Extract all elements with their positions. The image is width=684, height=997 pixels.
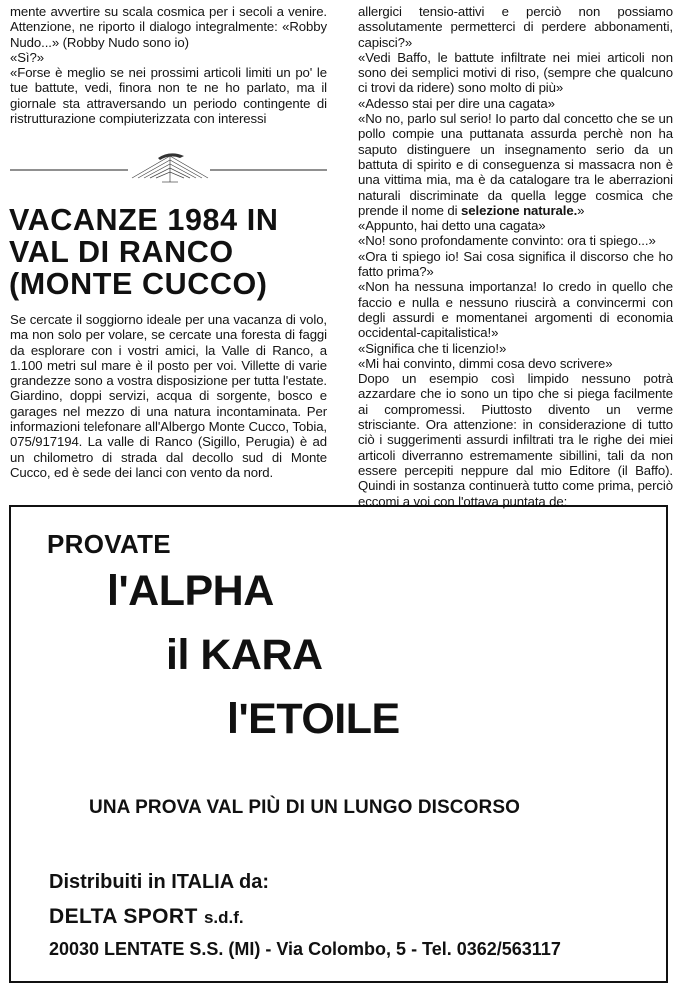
ad-brand-alpha: l'ALPHA bbox=[107, 567, 274, 615]
article-headline bbox=[9, 204, 329, 300]
article-paragraph: «Ora ti spiego io! Sai cosa significa il discorso che ho fatto prima?» bbox=[358, 248, 673, 280]
ad-distributor-label: Distribuiti in ITALIA da: bbox=[49, 871, 269, 893]
ad-address: 20030 LENTATE S.S. (MI) - Via Colombo, 5 - Tel. 0362/563117 bbox=[49, 939, 561, 959]
article-paragraph: «Mi hai convinto, dimmi cosa devo scrivere» bbox=[358, 355, 613, 371]
article-paragraph: «Adesso stai per dire una cagata» bbox=[358, 95, 555, 111]
company-name: DELTA SPORT bbox=[49, 905, 198, 928]
headline-line: (MONTE CUCCO) bbox=[9, 267, 268, 301]
left-column-continuation bbox=[10, 4, 327, 126]
article-paragraph: «Non ha nessuna importanza! Io credo in quello che faccio e nulla e nessuno riuscirà a convincermi con degli assurdi e momentanei argomenti di economia occidental-capitalistica!» bbox=[358, 279, 673, 341]
paragraph-text: «No no, parlo sul serio! Io parto dal concetto che se un pollo compie una puttanata assurda perchè non ha saputo distinguere un insegnamento serio da un battuta di spirito e di conseguenza si massacra non è una vittima mia, ma è da catalogare tra le aberrazioni naturali discriminate da quella legge cosmica che prende il nome di bbox=[358, 111, 673, 218]
headline-line: VAL DI RANCO bbox=[9, 235, 234, 269]
vacation-article-body bbox=[10, 312, 327, 480]
closing-quote: » bbox=[577, 202, 585, 218]
bold-phrase: selezione naturale. bbox=[461, 202, 578, 218]
ad-provate: PROVATE bbox=[47, 529, 171, 559]
hang-glider-ornament-icon bbox=[10, 148, 327, 190]
ad-brand-etoile: l'ETOILE bbox=[227, 695, 400, 743]
article-paragraph: «No! sono profondamente convinto: ora ti spiego...» bbox=[358, 233, 656, 249]
article-paragraph: Dopo un esempio così limpido nessuno potrà azzardare che io sono un tipo che si piega facilmente ai compromessi. Piuttosto divento un verme strisciante. Ora attenzione: in considerazione di tutto ciò i suggerimenti assurdi infiltrati tra le righe dei miei articoli diverranno estremamente sibillini, tali da non essere percepiti neppure dal mio Editore (il Baffo). Quindi in sostanza continuerà tutto come prima, perciò eccomi a voi con l'ottava puntata de: bbox=[358, 371, 673, 509]
article-paragraph: mente avvertire su scala cosmica per i secoli a venire. Attenzione, ne riporto il dialogo integralmente: «Robby Nudo...» (Robby Nudo sono io) bbox=[10, 4, 327, 50]
article-paragraph: allergici tensio-attivi e perciò non possiamo assolutamente permetterci di perdere abbonamenti, capisci?» bbox=[358, 4, 673, 50]
section-divider bbox=[10, 148, 327, 190]
ad-company bbox=[49, 905, 244, 929]
article-paragraph: «Sì?» bbox=[10, 49, 44, 65]
ad-brand-kara: il KARA bbox=[166, 631, 323, 679]
right-column bbox=[358, 4, 673, 509]
advertisement-box bbox=[9, 505, 668, 983]
article-paragraph bbox=[358, 111, 673, 218]
article-paragraph: «Vedi Baffo, le battute infiltrate nei miei articoli non sono dei semplici motivi di riso, (sempre che qualcuno ci trovi da ridere) sono molto di più» bbox=[358, 49, 673, 96]
ad-claim: UNA PROVA VAL PIÙ DI UN LUNGO DISCORSO bbox=[89, 797, 520, 818]
headline-line: VACANZE 1984 IN bbox=[9, 203, 279, 237]
company-suffix: s.d.f. bbox=[203, 908, 244, 927]
article-paragraph: «Forse è meglio se nei prossimi articoli limiti un po' le tue battute, vedi, finora non te ne ho parlato, ma il giornale sta attraversando un periodo contingente di ristrutturazione compiuterizzata con interessi bbox=[10, 65, 327, 127]
article-paragraph: «Significa che ti licenzio!» bbox=[358, 340, 507, 356]
article-paragraph: «Appunto, hai detto una cagata» bbox=[358, 218, 546, 234]
article-paragraph: Se cercate il soggiorno ideale per una vacanza di volo, ma non solo per volare, se cercate una foresta di faggi da esplorare con i vostri amici, la Valle di Ranco, a 1.100 metri sul mare è il posto per voi. Villette di varie grandezze sono a vostra disposizione per tutta l'estate. Giardino, doppi servizi, acqua di sorgente, bosco e garages nel mezzo di una natura incontaminata. Per informazioni telefonare all'Albergo Monte Cucco, Tobia, 075/917194. La valle di Ranco (Sigillo, Perugia) è ad un chilometro di strada dal decollo sud di Monte Cucco, ed è sede dei lanci con vento da nord. bbox=[10, 312, 327, 480]
